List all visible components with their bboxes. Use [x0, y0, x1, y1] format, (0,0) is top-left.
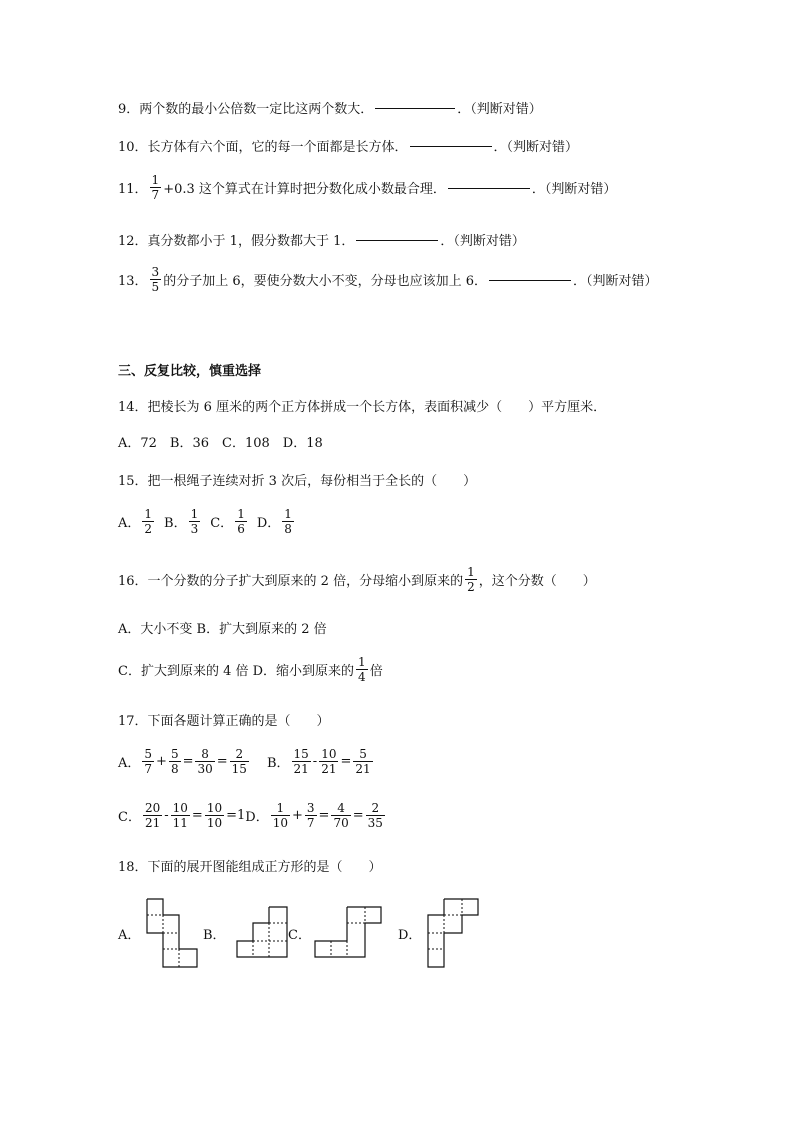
question-12: 12．真分数都小于 1，假分数都大于 1． ．（判断对错） — [118, 234, 525, 249]
answer-blank[interactable] — [375, 107, 455, 109]
question-9: 9．两个数的最小公倍数一定比这两个数大． ．（判断对错） — [118, 102, 542, 117]
question-11: 11． $\frac{1}{7}$ +0.3 这个算式在计算时把分数化成小数最合理． ．（判断对错） — [118, 173, 617, 202]
answer-blank[interactable] — [356, 239, 438, 241]
fraction: $\frac{1}{7}$ — [151, 173, 160, 202]
question-16-options-ab: A．大小不变 B．扩大到原来的 2 倍 — [118, 622, 327, 637]
fraction: $\frac{1}{2}$ — [144, 507, 153, 536]
answer-blank[interactable] — [489, 279, 571, 281]
option-label-d: D． — [398, 928, 422, 943]
question-18: 18．下面的展开图能组成正方形的是（ ） — [118, 860, 382, 875]
fraction: $\frac{1}{2}$ — [467, 565, 475, 594]
answer-blank[interactable] — [410, 145, 492, 147]
question-10: 10．长方体有六个面，它的每一个面都是长方体． ．（判断对错） — [118, 140, 579, 155]
question-14: 14．把棱长为 6 厘米的两个正方体拼成一个长方体，表面积减少（ ）平方厘米． — [118, 400, 607, 415]
option-label-a: A． — [118, 928, 141, 943]
question-16-options-cd: C．扩大到原来的 4 倍 D．缩小到原来的 $\frac{1}{4}$ 倍 — [118, 655, 383, 684]
section-heading: 三、反复比较，慎重选择 — [118, 364, 262, 379]
question-17: 17．下面各题计算正确的是（ ） — [118, 714, 330, 729]
cube-net-d — [426, 897, 482, 969]
question-16: 16．一个分数的分子扩大到原来的 2 倍，分母缩小到原来的 $\frac{1}{2}$ ，这个分数（ ） — [118, 565, 596, 594]
fraction: $\frac{1}{6}$ — [237, 507, 245, 536]
fraction: $\frac{1}{4}$ — [358, 655, 366, 684]
fraction: $\frac{3}{5}$ — [151, 265, 160, 294]
question-17-options-ab: A． $\frac{5}{7}$ + $\frac{5}{8}$ = $\frac{8}{30}$ = $\frac{2}{15}$ B． $\frac{15}{21}$ - $\frac{10}{21}$ = $\frac{5}{21}$ — [118, 747, 371, 776]
answer-blank[interactable] — [448, 187, 530, 189]
question-14-options: A．72 B．36 C．108 D．18 — [118, 436, 323, 451]
question-17-options-cd: C． $\frac{20}{21}$ - $\frac{10}{11}$ = $\frac{10}{10}$ =1 D． $\frac{1}{10}$ + $\frac{3}{7}$ = $\frac{4}{70}$ = $\frac{2}{35}$ — [118, 801, 383, 830]
option-label-b: B． — [203, 928, 226, 943]
question-13: 13． $\frac{3}{5}$ 的分子加上 6，要使分数大小不变，分母也应该加上 6． ．（判断对错） — [118, 265, 658, 294]
question-15-options: A． $\frac{1}{2}$ B． $\frac{1}{3}$ C． $\frac{1}{6}$ D． $\frac{1}{8}$ — [118, 507, 292, 536]
option-label-c: C． — [288, 928, 311, 943]
fraction: $\frac{1}{8}$ — [284, 507, 292, 536]
cube-net-a — [145, 897, 201, 969]
cube-net-b — [235, 905, 291, 961]
fraction: $\frac{1}{3}$ — [190, 507, 199, 536]
question-15: 15．把一根绳子连续对折 3 次后，每份相当于全长的（ ） — [118, 474, 477, 489]
cube-net-c — [313, 905, 385, 961]
